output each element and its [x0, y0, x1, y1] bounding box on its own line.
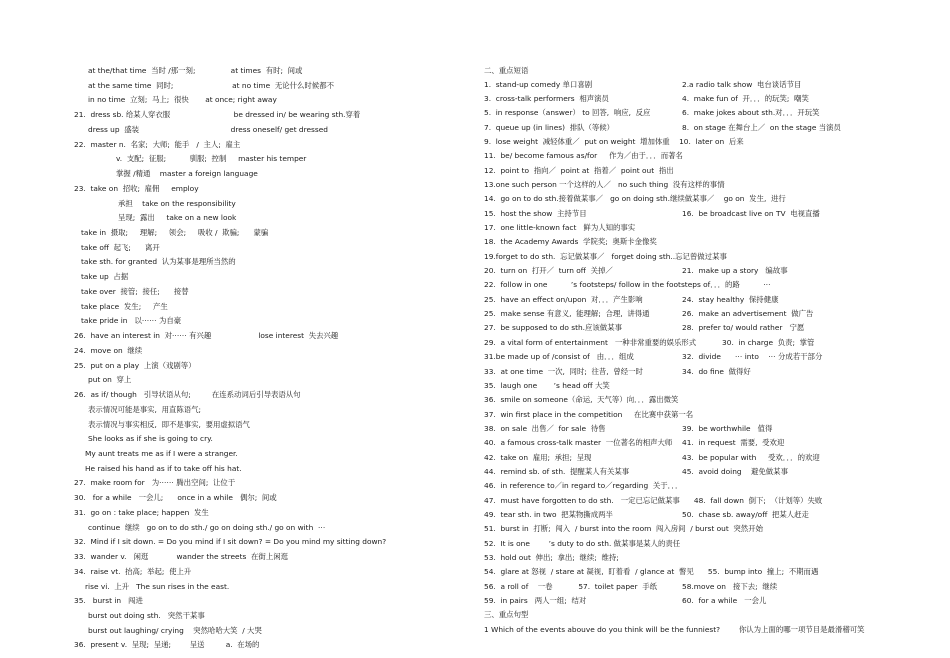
right-line-left: 47. must have forgotten to do sth. 一定已忘记做某事 48. fall down 倒下; （计划等）失败 — [484, 495, 823, 505]
right-line-left: 22. follow in one ’s footsteps/ follow in the footsteps of．．．的路 ⋯ — [484, 280, 771, 290]
left-line: put on 穿上 — [88, 375, 132, 385]
right-line-right: 16. be broadcast live on TV 电视直播 — [682, 208, 820, 218]
left-line: 27. make room for 为⋯⋯ 腾出空间; 让位于 — [74, 478, 236, 488]
left-line: 22. master n. 名家; 大师; 能手 / 主人; 雇主 — [74, 139, 241, 149]
right-line-right: 41. in request 需要, 受欢迎 — [682, 438, 785, 448]
right-line-left: 33. at one time 一次, 同时; 往昔, 曾经一时 — [484, 366, 643, 376]
left-line: 35. burst in 闯进 — [74, 596, 143, 606]
left-line: 呈现; 露出 take on a new look — [118, 213, 237, 223]
right-line-left: 17. one little-known fact 鲜为人知的事实 — [484, 223, 636, 232]
right-line-left: 46. in reference to／in regard to／regarding 关于．．． — [484, 481, 683, 491]
right-line-left: 53. hold out 伸出; 拿出; 继续; 维持; — [484, 553, 619, 563]
right-line-left: 44. remind sb. of sth. 提醒某人有关某事 — [484, 466, 630, 476]
right-line-right: 6. make jokes about sth.对．．．开玩笑 — [682, 108, 820, 118]
left-line: 26. have an interest in 对⋯⋯ 有兴趣 lose interest 失去兴趣 — [74, 331, 339, 341]
right-section-header: 二、重点短语 — [484, 66, 529, 75]
left-line: take off 起飞; 离开 — [81, 242, 160, 252]
right-line-left: 12. point to 指向／ point at 指着／ point out 指出 — [484, 165, 674, 175]
left-line: 表示情况可能是事实, 用直陈语气; — [88, 404, 202, 414]
left-line: My aunt treats me as if I were a stranger. — [85, 448, 238, 458]
left-line: continue 继续 go on to do sth./ go on doing sth./ go on with ⋯ — [88, 522, 326, 532]
right-line-left: 1 Which of the events abouve do you think will be the funniest? 你认为上面的哪一项节目是最滑稽可笑 — [484, 624, 865, 634]
right-line-left: 31.be made up of /consist of 由．．．组成 — [484, 352, 634, 362]
left-line: She looks as if she is going to cry. — [88, 434, 213, 444]
left-line: 36. present v. 呈现; 呈递; 呈送 a. 在场的 — [74, 640, 260, 650]
right-line-right: 60. for a while 一会儿 — [682, 596, 767, 606]
right-line-right: 21. make up a story 编故事 — [682, 266, 788, 276]
left-line: rise vi. 上升 The sun rises in the east. — [85, 581, 230, 591]
right-line-left: 38. on sale 出售／ for sale 待售 — [484, 423, 606, 433]
right-line-right: 50. chase sb. away/off 把某人赶走 — [682, 510, 809, 519]
right-line-left: 11. be/ become famous as/for 作为／由于．．．而著名 — [484, 151, 683, 161]
left-line: 24. move on 继续 — [74, 345, 143, 355]
left-line: 掌握 /精通 master a foreign language — [116, 169, 258, 179]
right-line-right: 45. avoid doing 避免做某事 — [682, 466, 788, 476]
left-line: 30. for a while 一会儿; once in a while 偶尔; 间或 — [74, 493, 277, 503]
left-line: burst out laughing/ crying 突然哈哈大笑 / 大哭 — [88, 625, 262, 635]
left-line: 25. put on a play 上演（戏剧等） — [74, 360, 196, 370]
left-line: 表示情况与事实相反, 即不是事实, 要用虚拟语气 — [88, 419, 250, 429]
right-line-right: 8. on stage 在舞台上／ on the stage 当演员 — [682, 122, 841, 132]
left-line: at the same time 同时; at no time 无论什么时候都不 — [88, 80, 334, 90]
left-line: take place 发生; 产生 — [81, 301, 168, 311]
right-line-right: 32. divide ⋯ into ⋯ 分成若干部分 — [682, 352, 823, 362]
right-line-left: 19.forget to do sth. 忘记做某事／ forget doing sth..忘记曾做过某事 — [484, 251, 727, 261]
left-line: 34. raise vt. 抬高; 举起; 使上升 — [74, 566, 192, 576]
right-line-left: 36. smile on someone（命运, 天气等）向．．．露出微笑 — [484, 395, 679, 405]
right-line-left: 35. laugh one ’s head off 大笑 — [484, 380, 610, 390]
left-line: 26. as if/ though 引导状语从句; 在连系动词后引导表语从句 — [74, 390, 301, 400]
right-line-left: 40. a famous cross-talk master 一位著名的相声大师 — [484, 438, 673, 448]
right-line-left: 49. tear sth. in two 把某物撕成两半 — [484, 510, 613, 519]
right-line-left: 59. in pairs 两人一组; 结对 — [484, 596, 587, 606]
right-line-left: 1. stand-up comedy 单口喜剧 — [484, 79, 593, 89]
right-line-right: 28. prefer to/ would rather 宁愿 — [682, 323, 805, 333]
left-line: take pride in 以⋯⋯ 为自豪 — [81, 316, 182, 326]
left-line: take in 摄取; 理解; 领会; 吸收 / 欺骗; 蒙骗 — [81, 228, 269, 238]
right-line-right: 43. be popular with 受欢．．．的欢迎 — [682, 452, 820, 462]
left-line: 23. take on 招收; 雇佣 employ — [74, 183, 199, 193]
right-line-left: 56. a roll of 一卷 57. toilet paper 手纸 — [484, 581, 658, 591]
right-line-left: 25. have an effect on/upon 对．．．产生影响 — [484, 294, 643, 304]
right-line-left: 52. It is one ’s duty to do sth. 做某事是某人的责任 — [484, 538, 681, 548]
right-line-left: 42. take on 雇用; 承担; 呈现 — [484, 452, 592, 462]
right-line-left: 5. in response（answer） to 回答, 响应, 反应 — [484, 108, 651, 118]
right-line-right: 4. make fun of 开．．．的玩笑; 嘲笑 — [682, 93, 809, 103]
left-line: 承担 take on the responsibility — [118, 198, 236, 208]
right-line-left: 51. burst in 打断; 闯入 / burst into the room 闯入房间 / burst out 突然开始 — [484, 524, 763, 534]
right-line-left: 20. turn on 打开／ turn off 关掉／ — [484, 266, 613, 276]
right-line-left: 9. lose weight 减轻体重／ put on weight 增加体重 10. later on 后来 — [484, 136, 744, 146]
left-line: He raised his hand as if to take off his hat. — [85, 463, 242, 473]
right-line-left: 54. glare at 怒视 / stare at 凝视, 盯着看 / glance at 瞥见 55. bump into 撞上; 不期而遇 — [484, 567, 819, 577]
right-line-left: 13.one such person 一个这样的人／ no such thing 没有这样的事情 — [484, 179, 725, 189]
right-line-right: 34. do fine 做得好 — [682, 366, 751, 376]
left-line: dress up 盛装 dress oneself/ get dressed — [88, 124, 328, 134]
right-line-right: 2.a radio talk show 电台谈话节目 — [682, 79, 802, 89]
right-line-left: 18. the Academy Awards 学院奖; 奥斯卡金像奖 — [484, 237, 657, 247]
left-line: take over 接管; 接任; 接替 — [81, 286, 189, 296]
right-line-left: 29. a vital form of entertainment 一种非常重要的娱乐形式 30. in charge 负责; 掌管 — [484, 337, 815, 347]
left-line: at the/that time 当时 /那一刻; at times 有时; 间或 — [88, 66, 303, 75]
left-line: 32. Mind if I sit down. = Do you mind if I sit down? = Do you mind my sitting down? — [74, 537, 387, 547]
right-line-left: 25. make sense 有意义, 能理解; 合理, 讲得通 — [484, 309, 650, 319]
right-line-right: 39. be worthwhile 值得 — [682, 423, 773, 433]
left-line: take sth. for granted 认为某事是理所当然的 — [81, 257, 236, 267]
left-line: 31. go on : take place; happen 发生 — [74, 507, 209, 517]
left-line: 21. dress sb. 给某人穿衣服 be dressed in/ be wearing sth.穿着 — [74, 110, 361, 120]
right-line-left: 3. cross-talk performers 相声演员 — [484, 93, 609, 103]
right-line-left: 14. go on to do sth.接着做某事／ go on doing sth.继续做某事／ go on 发生, 进行 — [484, 194, 786, 204]
right-line-left: 27. be supposed to do sth.应该做某事 — [484, 323, 622, 333]
left-line: v. 支配; 征服; 驯服; 控制 master his temper — [116, 154, 307, 164]
right-line-left: 37. win first place in the competition 在比赛中获第一名 — [484, 409, 694, 419]
left-line: 33. wander v. 闲逛 wander the streets 在街上闲逛 — [74, 552, 288, 562]
right-line-right: 24. stay healthy 保持健康 — [682, 294, 779, 304]
left-line: in no time 立刻; 马上; 很快 at once; right away — [88, 95, 277, 105]
right-line-left: 7. queue up (in lines) 排队（等候） — [484, 122, 615, 132]
left-line: take up 占据 — [81, 272, 129, 282]
right-line-right: 26. make an advertisement 做广告 — [682, 309, 814, 319]
right-line-right: 58.move on 接下去; 继续 — [682, 581, 778, 591]
right-line-left: 三、重点句型 — [484, 610, 529, 620]
right-line-left: 15. host the show 主持节目 — [484, 208, 587, 218]
left-line: burst out doing sth. 突然干某事 — [88, 611, 205, 620]
